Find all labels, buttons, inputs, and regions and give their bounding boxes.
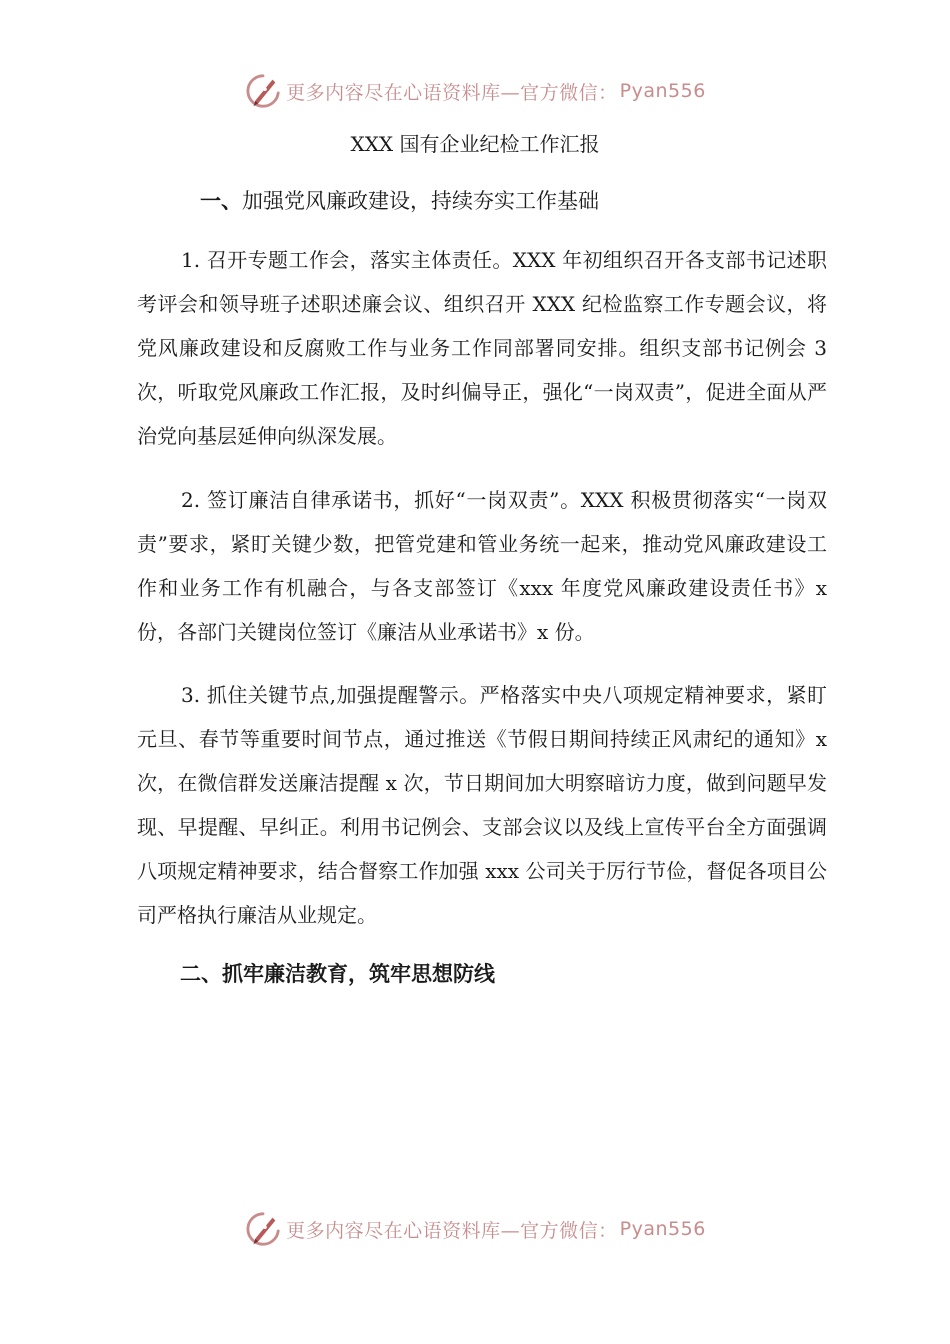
watermark-text: 更多内容尽在心语资料库—官方微信： bbox=[286, 1219, 618, 1242]
pen-logo-icon bbox=[244, 72, 282, 110]
document-title: XXX 国有企业纪检工作汇报 bbox=[350, 132, 600, 156]
paragraph-1: 1. 召开专题工作会，落实主体责任。XXX 年初组织召开各支部书记述职考评会和领导班子述职述廉会议、组织召开 XXX 纪检监察工作专题会议，将党风廉政建设和反腐败工作与业务工作同部署同安排。组织支部书记例会 3 次，听取党风廉政工作汇报，及时纠偏导正，强化“一岗双责”，促进全面从严治党向基层延伸向纵深发展。 bbox=[137, 248, 827, 448]
section-heading-1 bbox=[200, 185, 599, 215]
paragraph-3: 3. 抓住关键节点,加强提醒警示。严格落实中央八项规定精神要求，紧盯元旦、春节等重要时间节点，通过推送《节假日期间持续正风肃纪的通知》x 次，在微信群发送廉洁提醒 x 次，节日期间加大明察暗访力度，做到问题早发现、早提醒、早纠正。利用书记例会、支部会议以及线上宣传平台全方面强调八项规定精神要求，结合督察工作加强 xxx 公司关于厉行节俭，督促各项目公司严格执行廉洁从业规定。 bbox=[137, 683, 827, 927]
section-heading-2: 二、抓牢廉洁教育，筑牢思想防线 bbox=[180, 962, 495, 986]
watermark-header bbox=[0, 72, 950, 110]
watermark-handle: Pyan556 bbox=[619, 1218, 706, 1240]
watermark-text: 更多内容尽在心语资料库—官方微信： bbox=[286, 81, 618, 104]
pen-logo-icon bbox=[244, 1210, 282, 1248]
paragraph-2: 2. 签订廉洁自律承诺书，抓好“一岗双责”。XXX 积极贯彻落实“一岗双责”要求，紧盯关键少数，把管党建和管业务统一起来，推动党风廉政建设工作和业务工作有机融合，与各支部签订《xxx 年度党风廉政建设责任书》x 份，各部门关键岗位签订《廉洁从业承诺书》x 份。 bbox=[137, 488, 827, 644]
watermark-footer bbox=[0, 1210, 950, 1248]
watermark-handle: Pyan556 bbox=[619, 80, 706, 102]
section-heading-1-text: 加强党风廉政建设，持续夯实工作基础 bbox=[242, 189, 599, 213]
section-heading-1-number: 一、 bbox=[200, 189, 242, 213]
